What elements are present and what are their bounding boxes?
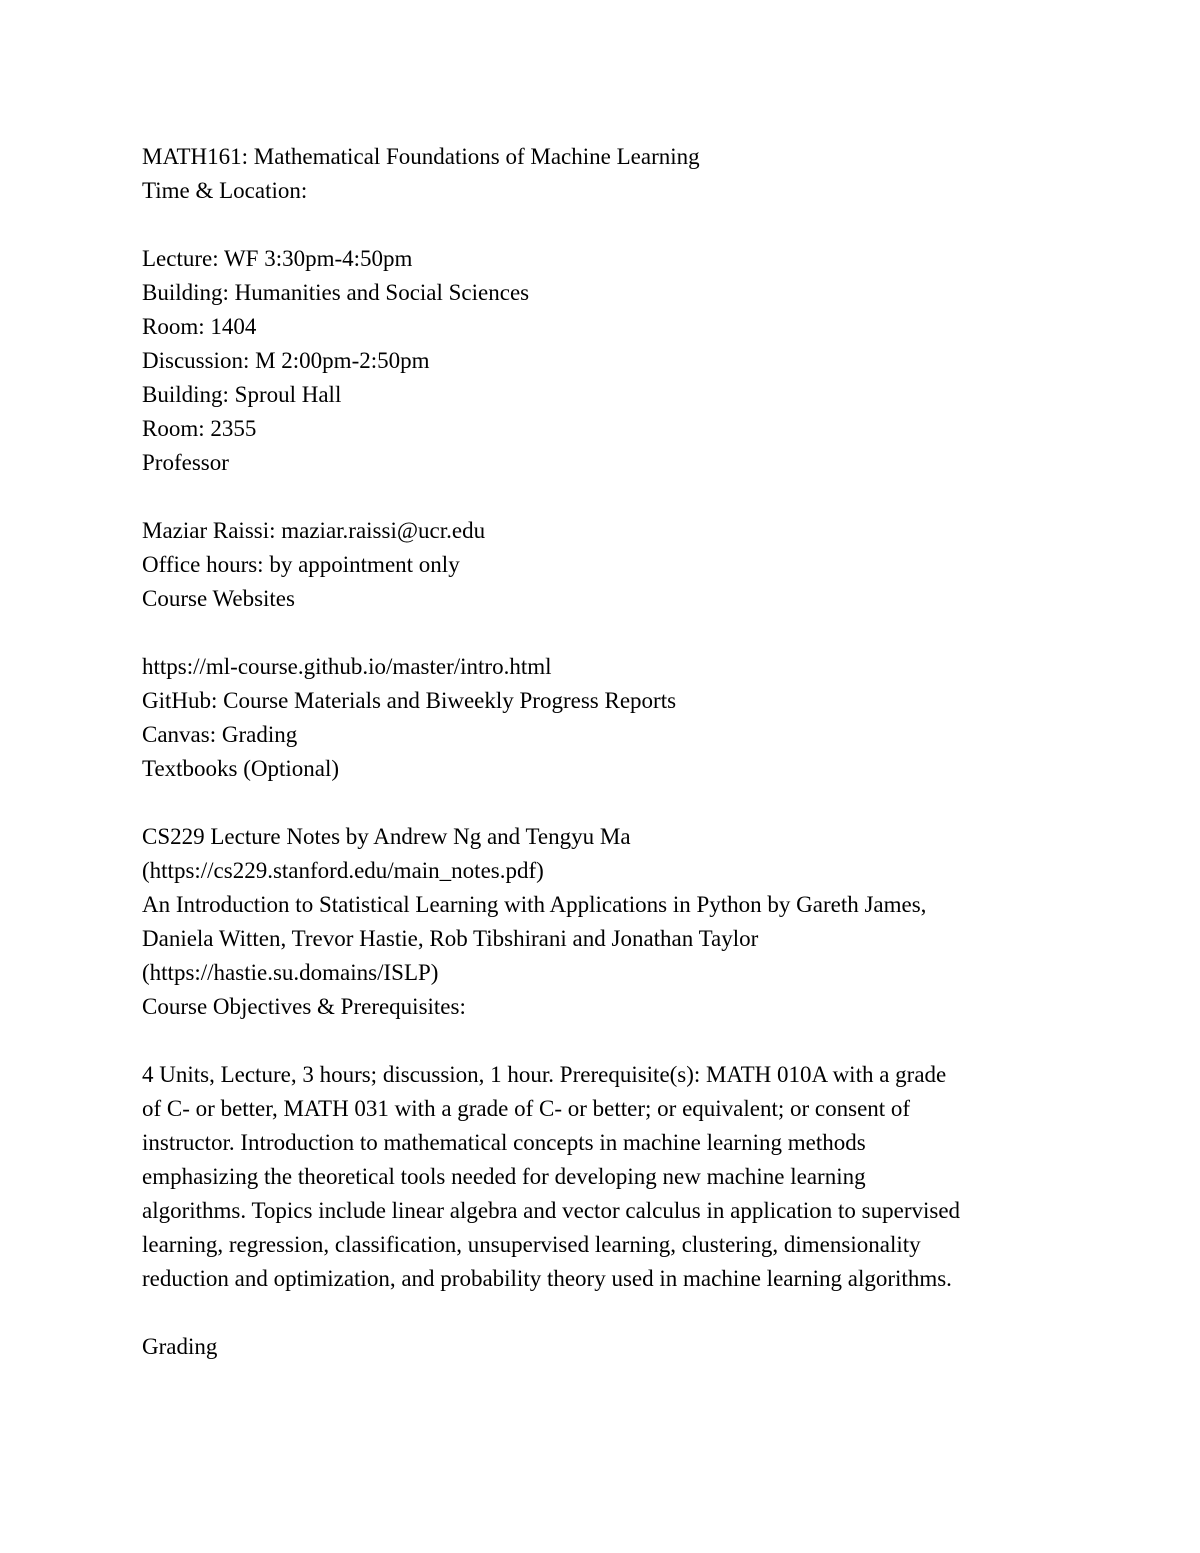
blank-line	[142, 1296, 1062, 1330]
lecture-room: Room: 1404	[142, 314, 257, 339]
textbook-2-url: (https://hastie.su.domains/ISLP)	[142, 960, 439, 985]
objectives-line-1: 4 Units, Lecture, 3 hours; discussion, 1 hour. Prerequisite(s): MATH 010A with a grade	[142, 1062, 947, 1087]
objectives-heading: Course Objectives & Prerequisites:	[142, 994, 466, 1019]
textbooks-heading: Textbooks (Optional)	[142, 756, 340, 781]
lecture-time: Lecture: WF 3:30pm-4:50pm	[142, 246, 413, 271]
blank-line	[142, 480, 1062, 514]
office-hours: Office hours: by appointment only	[142, 552, 460, 577]
objectives-line-6: learning, regression, classification, unsupervised learning, clustering, dimensionality	[142, 1232, 921, 1257]
github-line: GitHub: Course Materials and Biweekly Progress Reports	[142, 688, 677, 713]
textbook-2-title: An Introduction to Statistical Learning with Applications in Python by Gareth James,	[142, 892, 927, 917]
professor-contact: Maziar Raissi: maziar.raissi@ucr.edu	[142, 518, 486, 543]
objectives-line-2: of C- or better, MATH 031 with a grade of C- or better; or equivalent; or consent of	[142, 1096, 911, 1121]
objectives-line-3: instructor. Introduction to mathematical concepts in machine learning methods	[142, 1130, 866, 1155]
discussion-building: Building: Sproul Hall	[142, 382, 342, 407]
objectives-line-4: emphasizing the theoretical tools needed for developing new machine learning	[142, 1164, 866, 1189]
canvas-line: Canvas: Grading	[142, 722, 298, 747]
course-title: MATH161: Mathematical Foundations of Machine Learning	[142, 144, 700, 169]
objectives-line-5: algorithms. Topics include linear algebra and vector calculus in application to supervised	[142, 1198, 961, 1223]
textbook-2-authors: Daniela Witten, Trevor Hastie, Rob Tibshirani and Jonathan Taylor	[142, 926, 759, 951]
document-body	[142, 140, 1062, 1364]
textbook-1-title: CS229 Lecture Notes by Andrew Ng and Tengyu Ma	[142, 824, 631, 849]
blank-line	[142, 616, 1062, 650]
websites-heading: Course Websites	[142, 586, 295, 611]
grading-heading: Grading	[142, 1334, 218, 1359]
course-url: https://ml-course.github.io/master/intro.html	[142, 654, 552, 679]
professor-heading: Professor	[142, 450, 229, 475]
lecture-building: Building: Humanities and Social Sciences	[142, 280, 530, 305]
discussion-room: Room: 2355	[142, 416, 257, 441]
blank-line	[142, 208, 1062, 242]
objectives-line-7: reduction and optimization, and probability theory used in machine learning algorithms.	[142, 1266, 952, 1291]
blank-line	[142, 1024, 1062, 1058]
time-location-heading: Time & Location:	[142, 178, 308, 203]
textbook-1-url: (https://cs229.stanford.edu/main_notes.pdf)	[142, 858, 544, 883]
discussion-time: Discussion: M 2:00pm-2:50pm	[142, 348, 430, 373]
blank-line	[142, 786, 1062, 820]
